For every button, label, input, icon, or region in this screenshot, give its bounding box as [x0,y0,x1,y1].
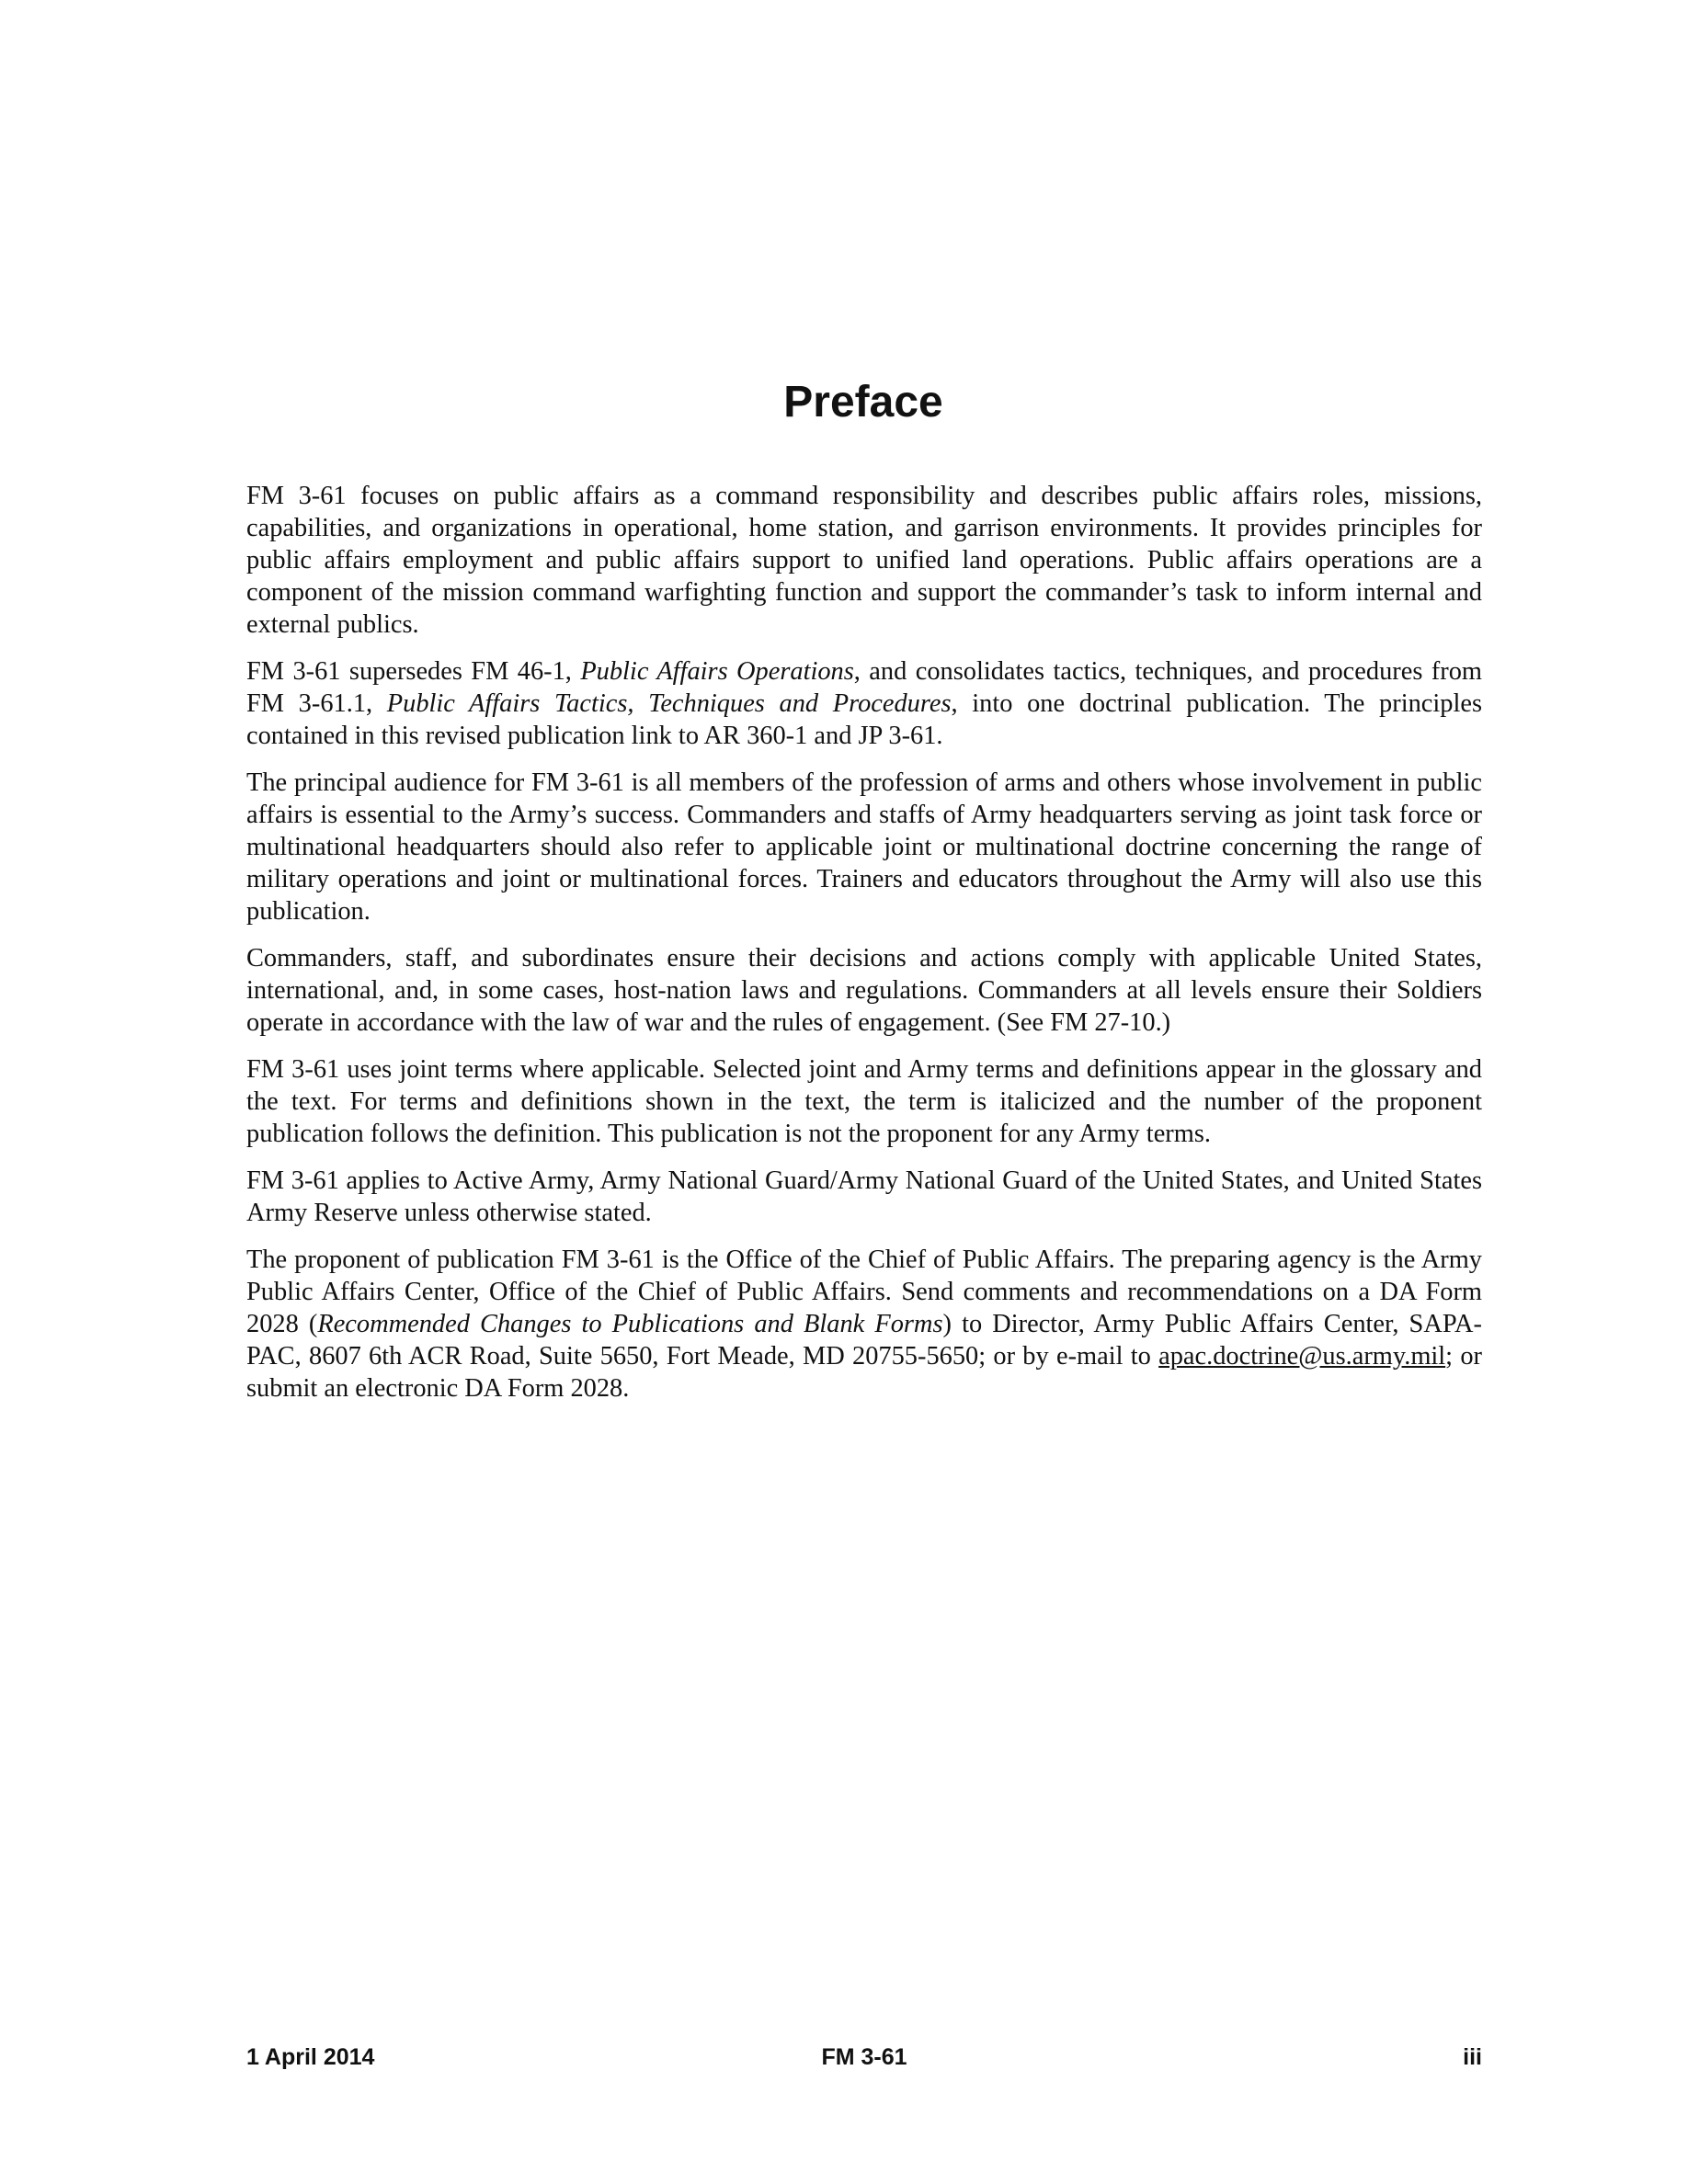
paragraph-terms: FM 3-61 uses joint terms where applicable. Selected joint and Army terms and definitions appear in the glossary and the text. For terms and definitions shown in the text, the term is italicized and the number of the proponent publication follows the definition. This publication is not the proponent for any Army terms. [246,1055,1482,1148]
page-footer [246,2042,1482,2072]
text-run: The proponent of publication FM 3-61 is the Office of the Chief of Public Affairs. The preparing agency is the Army Public Affairs Center, Office of the Chief of Public Affairs. Send comments and recommendations on a DA Form 2028 ( [246,1246,1482,1338]
paragraph-audience: The principal audience for FM 3-61 is all members of the profession of arms and others whose involvement in public affairs is essential to the Army’s success. Commanders and staffs of Army headquarters serving as joint task force or multinational headquarters should also refer to applicable joint or multinational doctrine concerning the range of military operations and joint or multinational forces. Trainers and educators throughout the Army will also use this publication. [246,768,1482,926]
italic-publication-title: Public Affairs Tactics, Techniques and Procedures [386,689,952,718]
paragraph-supersedes [246,655,1482,752]
footer-page-number: iii [1463,2044,1482,2070]
email-link[interactable]: apac.doctrine@us.army.mil [1158,1342,1446,1371]
text-run: , into one doctrinal publication. The principles contained in this revised publication link to AR 360-1 and JP 3-61. [246,689,1483,750]
text-run: , and consolidates tactics, techniques, and procedures from FM 3-61.1, [246,657,1482,718]
italic-publication-title: Public Affairs Operations [580,657,854,686]
footer-date: 1 April 2014 [246,2044,375,2070]
paragraph-compliance: Commanders, staff, and subordinates ensure their decisions and actions comply with applicable United States, international, and, in some cases, host-nation laws and regulations. Commanders at all levels ensure their Soldiers operate in accordance with the law of war and the rules of engagement. (See FM 27-10.) [246,944,1482,1037]
italic-form-title: Recommended Changes to Publications and Blank Forms [317,1310,943,1338]
preface-body [246,480,1482,1419]
paragraph-proponent [246,1244,1482,1405]
page-title: Preface [783,378,943,427]
paragraph-scope: FM 3-61 focuses on public affairs as a command responsibility and describes public affairs roles, missions, capabilities, and organizations in operational, home station, and garrison environments. It provides principles for public affairs employment and public affairs support to unified land operations. Public affairs operations are a component of the mission command warfighting function and support the commander’s task to inform internal and external publics. [246,482,1482,639]
text-run: ; or submit an electronic DA Form 2028. [246,1342,1482,1403]
text-run: FM 3-61 supersedes FM 46-1, [246,657,581,686]
text-run: ) to Director, Army Public Affairs Center, SAPA-PAC, 8607 6th ACR Road, Suite 5650, Fort Meade, MD 20755-5650; or by e-mail to [246,1310,1482,1371]
footer-publication: FM 3-61 [821,2044,907,2070]
paragraph-applicability: FM 3-61 applies to Active Army, Army National Guard/Army National Guard of the United States, and United States Army Reserve unless otherwise stated. [246,1166,1482,1227]
